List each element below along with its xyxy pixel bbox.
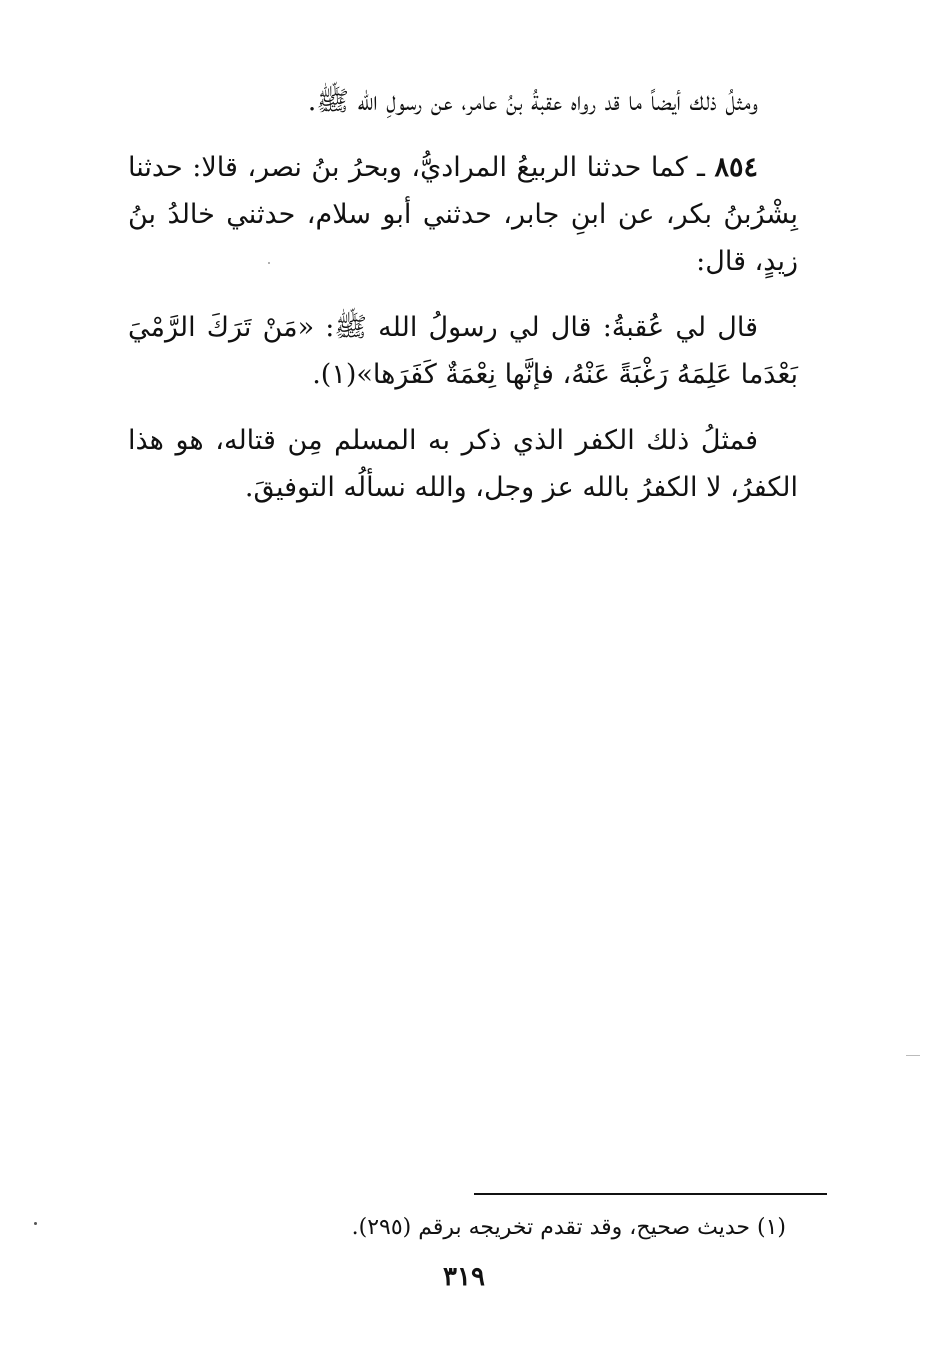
paragraph-commentary: فمثلُ ذلك الكفر الذي ذكر به المسلم مِن قتاله، هو هذا الكفرُ، لا الكفرُ بالله عز وجل، والله نسألُه التوفيقَ. [128, 425, 798, 503]
hadith-number: ٨٥٤ [714, 152, 758, 183]
scan-speck [906, 1055, 920, 1056]
page-number: ٣١٩ [443, 1262, 485, 1292]
footnote-divider [474, 1193, 827, 1195]
scan-speck [268, 262, 270, 264]
main-text [128, 78, 798, 530]
footnote: (١) حديث صحيح، وقد تقدم تخريجه برقم (٢٩٥). [351, 1215, 786, 1240]
paragraph-hadith-text: قال لي عُقبةُ: قال لي رسولُ الله ﷺ: «مَنْ تَرَكَ الرَّمْيَ بَعْدَما عَلِمَهُ رَغْبَةً عَنْهُ، فإنَّها نِعْمَةٌ كَفَرَها»(١). [128, 312, 798, 390]
paragraph-intro: ومثلُ ذلك أيضاً ما قد رواه عقبةُ بنُ عامر، عن رسولِ الله ﷺ. [307, 86, 758, 117]
paragraph-hadith-chain [128, 144, 798, 285]
hadith-chain-text: ـ كما حدثنا الربيعُ المراديُّ، وبحرُ بنُ نصر، قالا: حدثنا بِشْرُبنُ بكر، عن ابنِ جابر، حدثني أبو سلام، حدثني خالدُ بنُ زيدٍ، قال: [128, 152, 798, 277]
scan-speck [34, 1222, 37, 1225]
